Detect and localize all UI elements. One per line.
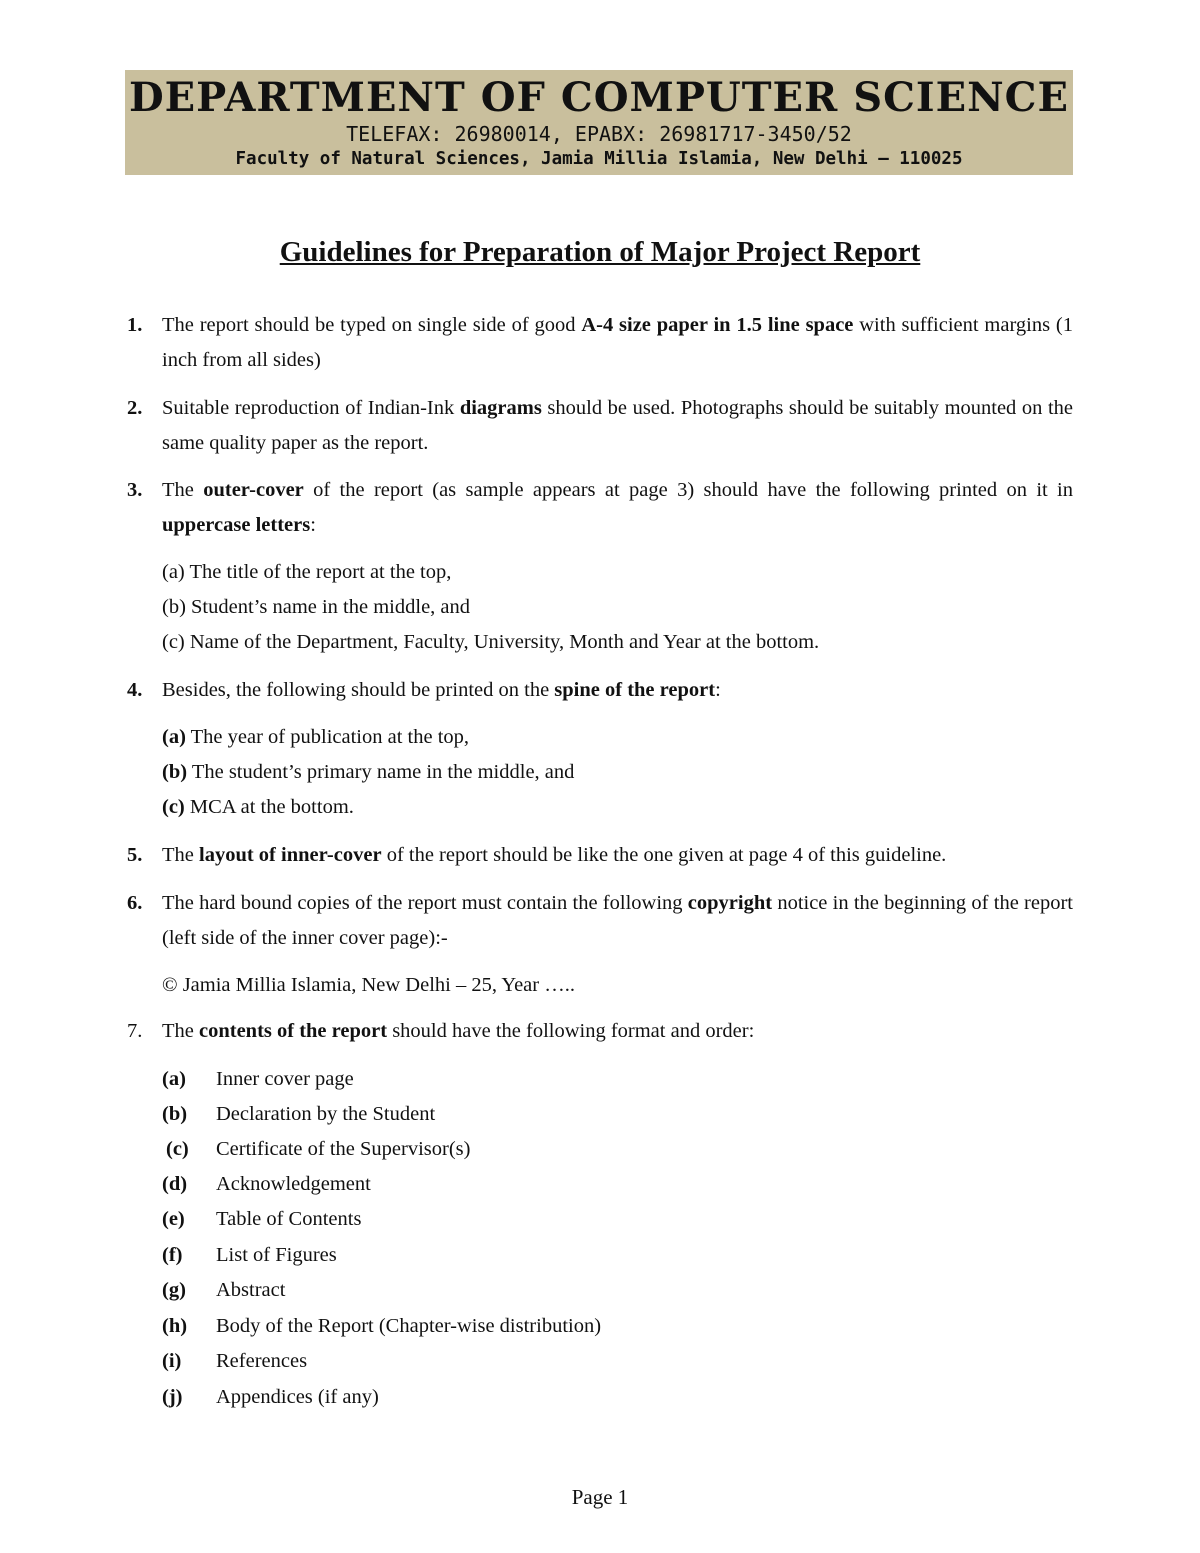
contents-item: Certificate of the Supervisor(s) [216, 1138, 471, 1160]
guideline-item-5: The layout of inner-cover of the report should be like the one given at page 4 of this guideline. [162, 844, 947, 866]
contents-letter: (g) [162, 1279, 186, 1301]
contents-letter: (c) [166, 1138, 189, 1160]
document-title: Guidelines for Preparation of Major Project Report [279, 236, 921, 268]
item-number: 3. [127, 479, 143, 501]
page-number: Page 1 [571, 1485, 629, 1509]
guideline-item-1: The report should be typed on single side of good A-4 size paper in 1.5 line space with sufficient margins (1 inch from all sides) [162, 314, 1073, 371]
contents-item: References [216, 1350, 308, 1372]
item-number: 1. [127, 314, 143, 336]
guideline-item-7: The contents of the report should have the following format and order: [162, 1020, 755, 1042]
contents-item: List of Figures [216, 1244, 337, 1266]
contents-item: Table of Contents [216, 1208, 362, 1230]
guideline-item-3: The outer-cover of the report (as sample appears at page 3) should have the following printed on it in uppercase letters: [162, 479, 1074, 536]
item-number: 6. [127, 892, 143, 914]
department-header [125, 70, 1073, 175]
item-number: 2. [127, 397, 143, 419]
faculty-address: Faculty of Natural Sciences, Jamia Millia Islamia, New Delhi – 110025 [235, 149, 963, 169]
contents-letter: (h) [162, 1315, 188, 1337]
contents-letter: (d) [162, 1173, 188, 1195]
contents-item: Appendices (if any) [216, 1386, 379, 1408]
contents-item: Declaration by the Student [216, 1103, 436, 1125]
contents-item: Abstract [216, 1279, 286, 1301]
spine-sub-c: (c) MCA at the bottom. [162, 796, 354, 818]
contents-item: Inner cover page [216, 1068, 354, 1090]
spine-sub-a: (a) The year of publication at the top, [162, 726, 470, 748]
contact-numbers: TELEFAX: 26980014, EPABX: 26981717-3450/52 [346, 122, 852, 146]
copyright-notice: © Jamia Millia Islamia, New Delhi – 25, Year ….. [162, 974, 575, 996]
guideline-item-2: Suitable reproduction of Indian-Ink diagrams should be used. Photographs should be suitably mounted on the same quality paper as the report. [162, 397, 1073, 454]
item-number: 4. [127, 679, 143, 701]
spine-sub-b: (b) The student’s primary name in the middle, and [162, 761, 575, 783]
contents-letter: (b) [162, 1103, 188, 1125]
outer-cover-sub-c: (c) Name of the Department, Faculty, University, Month and Year at the bottom. [162, 631, 820, 653]
contents-letter: (j) [162, 1386, 183, 1408]
guideline-item-6: The hard bound copies of the report must contain the following copyright notice in the beginning of the report (left side of the inner cover page):- [162, 892, 1073, 949]
contents-letter: (f) [162, 1244, 183, 1266]
contents-item: Body of the Report (Chapter-wise distribution) [216, 1315, 602, 1337]
contents-letter: (a) [162, 1068, 186, 1090]
contents-letter: (e) [162, 1208, 185, 1230]
guideline-item-4: Besides, the following should be printed on the spine of the report: [162, 679, 721, 701]
item-number: 5. [127, 844, 143, 866]
outer-cover-sub-b: (b) Student’s name in the middle, and [162, 596, 471, 618]
contents-letter: (i) [162, 1350, 182, 1372]
department-name: DEPARTMENT OF COMPUTER SCIENCE [128, 74, 1070, 121]
contents-item: Acknowledgement [216, 1173, 371, 1195]
outer-cover-sub-a: (a) The title of the report at the top, [162, 561, 452, 583]
item-number: 7. [127, 1020, 143, 1042]
